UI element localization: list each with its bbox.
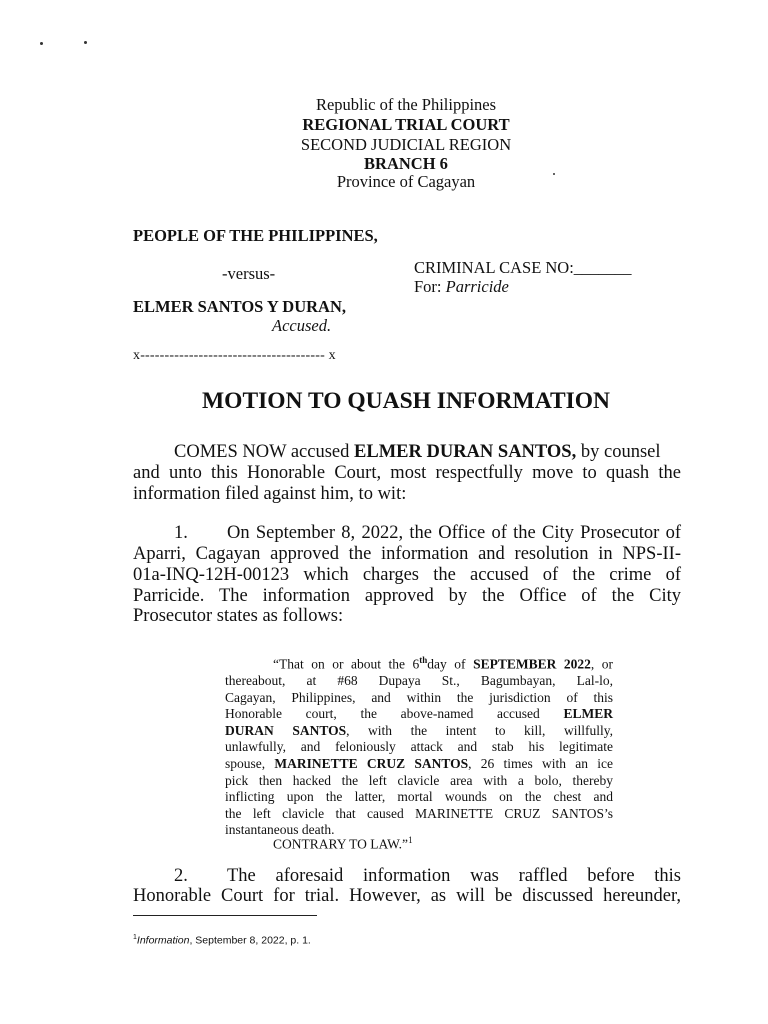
- accused-bold-name: ELMER DURAN SANTOS,: [354, 442, 577, 462]
- para2-number: 2.: [174, 866, 188, 886]
- para1-number: 1.: [174, 523, 188, 543]
- scan-speck: [40, 42, 43, 45]
- quote-line: “That on or about the 6thday of SEPTEMBER 2022, or: [273, 655, 613, 672]
- caption-region: SECOND JUDICIAL REGION: [300, 135, 512, 154]
- para1-line-3: 01a-INQ-12H-00123 which charges the accused of the crime of: [133, 565, 681, 585]
- contrary-to-law: CONTRARY TO LAW.”$^1$: [273, 835, 413, 852]
- caption-separator: x-------------------------------------- x: [133, 348, 336, 363]
- case-number: CRIMINAL CASE NO:_______: [414, 258, 632, 277]
- quote-line: DURAN SANTOS, with the intent to kill, willfully,: [225, 722, 613, 738]
- for-label: For:: [414, 277, 446, 296]
- quote-line: spouse, MARINETTE CRUZ SANTOS, 26 times with an ice: [225, 756, 613, 772]
- motion-title: MOTION TO QUASH INFORMATION: [201, 388, 611, 414]
- plaintiff-name: PEOPLE OF THE PHILIPPINES,: [133, 226, 378, 245]
- para1-line-1: On September 8, 2022, the Office of the City Prosecutor of: [227, 523, 681, 543]
- intro-text: COMES NOW accused: [174, 442, 355, 462]
- case-offense: [414, 277, 509, 297]
- footnote-rule: [133, 915, 317, 916]
- para1-line-5: Prosecutor states as follows:: [133, 606, 344, 626]
- accused-label: Accused.: [272, 316, 332, 335]
- intro-line-3: information filed against him, to wit:: [133, 484, 407, 504]
- para1-line-4: Parricide. The information approved by the Office of the City: [133, 586, 681, 606]
- quote-line: the left clavicle that caused MARINETTE CRUZ SANTOS’s: [225, 805, 613, 821]
- footnote-text: $^1$Information, September 8, 2022, p. 1.: [133, 934, 311, 947]
- quote-line: Honorable court, the above-named accused ELMER: [225, 706, 613, 722]
- para2-line-2: Honorable Court for trial. However, as will be discussed hereunder,: [133, 886, 681, 906]
- quote-line: inflicting upon the latter, mortal wounds on the chest and: [225, 789, 613, 805]
- intro-text: by counsel: [576, 442, 661, 462]
- quote-line: unlawfully, and feloniously attack and stab his legitimate: [225, 739, 613, 755]
- versus-label: -versus-: [222, 264, 276, 283]
- intro-line-1: [174, 442, 661, 464]
- caption-republic: Republic of the Philippines: [315, 95, 497, 114]
- caption-court: REGIONAL TRIAL COURT: [302, 115, 510, 134]
- quote-line: instantaneous death.: [225, 822, 335, 838]
- caption-branch: BRANCH 6: [364, 154, 448, 173]
- quote-line: pick then hacked the left clavicle area with a bolo, thereby: [225, 772, 613, 788]
- intro-line-2: and unto this Honorable Court, most respectfully move to quash the: [133, 463, 681, 483]
- accused-name: ELMER SANTOS Y DURAN,: [133, 297, 347, 316]
- para2-line-1: The aforesaid information was raffled before this: [227, 866, 681, 886]
- quote-line: Cagayan, Philippines, and within the jurisdiction of this: [225, 689, 613, 705]
- caption-province: Province of Cagayan: [336, 172, 476, 191]
- information-quote: [225, 652, 613, 839]
- para1-line-2: Aparri, Cagayan approved the information and resolution in NPS-II-: [133, 544, 681, 564]
- quote-line: thereabout, at #68 Dupaya St., Bagumbayan, Lal-lo,: [225, 673, 613, 689]
- scan-speck: [84, 41, 87, 44]
- offense-value: Parricide: [445, 277, 509, 296]
